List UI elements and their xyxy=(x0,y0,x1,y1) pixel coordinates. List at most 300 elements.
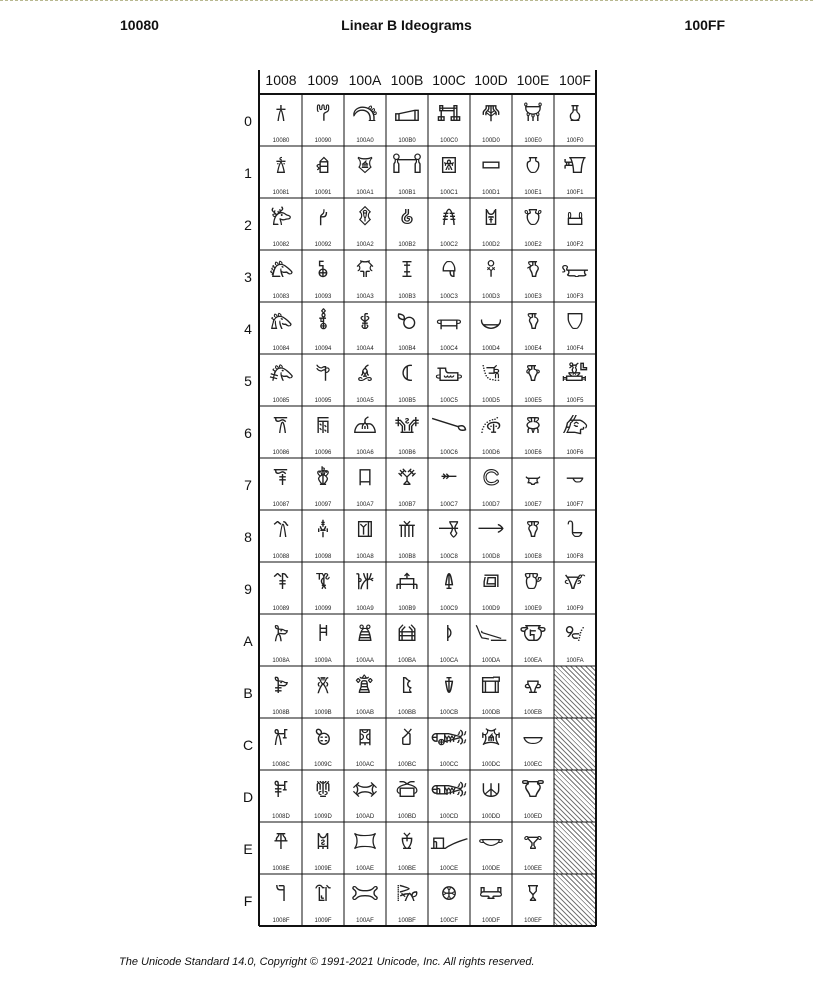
linear-b-ideogram-glyph: 𐂪 xyxy=(356,622,374,646)
linear-b-ideogram-glyph: 𐃯 xyxy=(527,882,539,906)
linear-b-ideogram-glyph: 𐂩 xyxy=(355,570,375,594)
code-point-label: 100A7 xyxy=(356,502,374,508)
code-point-label: 100CD xyxy=(439,814,459,820)
row-header-2: 2 xyxy=(244,217,252,233)
code-point-label: 100AF xyxy=(356,918,374,924)
code-cell-100c7 xyxy=(428,458,470,510)
linear-b-ideogram-glyph: 𐃐 xyxy=(481,102,501,126)
code-cell-100d4 xyxy=(470,302,512,354)
linear-b-ideogram-glyph: 𐂞 xyxy=(315,830,331,854)
row-header-a: A xyxy=(243,633,253,649)
code-cell-100d0 xyxy=(470,94,512,146)
code-cell-100fa xyxy=(554,614,596,666)
code-cell-100b9 xyxy=(386,562,428,614)
code-cell-10088 xyxy=(260,510,302,562)
code-cell-100bc xyxy=(386,718,428,770)
code-point-label: 100E0 xyxy=(524,138,542,144)
code-point-label: 10086 xyxy=(272,450,290,456)
code-cell-10091 xyxy=(302,146,344,198)
code-cell-100ad xyxy=(344,770,386,822)
column-header-100f: 100F xyxy=(559,72,591,88)
code-cell-100c4 xyxy=(428,302,470,354)
code-point-label: 100F2 xyxy=(566,242,584,248)
linear-b-ideogram-glyph: 𐂗 xyxy=(316,466,330,490)
code-point-label: 100BC xyxy=(397,762,417,768)
row-header-3: 3 xyxy=(244,269,252,285)
linear-b-ideogram-glyph: 𐂠 xyxy=(352,102,378,126)
linear-b-ideogram-glyph: 𐃙 xyxy=(481,570,501,594)
linear-b-ideogram-glyph: 𐂌 xyxy=(273,726,289,750)
linear-b-ideogram-glyph: 𐂶 xyxy=(393,414,421,438)
code-point-label: 1008E xyxy=(272,866,290,872)
code-point-label: 100D1 xyxy=(482,190,500,196)
code-cell-1008c xyxy=(260,718,302,770)
code-cell-100ab xyxy=(344,666,386,718)
code-cell-100b5 xyxy=(386,354,428,406)
code-cell-100dd xyxy=(470,770,512,822)
linear-b-ideogram-glyph: 𐃌 xyxy=(429,726,469,750)
linear-b-ideogram-glyph: 𐂕 xyxy=(315,362,331,386)
linear-b-ideogram-glyph: 𐃸 xyxy=(566,518,584,542)
row-header-6: 6 xyxy=(244,425,252,441)
code-point-label: 100DE xyxy=(481,866,501,872)
code-point-label: 100AA xyxy=(355,658,374,664)
linear-b-ideogram-glyph: 𐂴 xyxy=(396,310,418,334)
code-point-label: 10096 xyxy=(314,450,332,456)
linear-b-ideogram-glyph: 𐂣 xyxy=(355,258,375,282)
code-cell-1008b xyxy=(260,666,302,718)
code-point-label: 100ED xyxy=(523,814,543,820)
code-point-label: 100E5 xyxy=(524,398,542,404)
code-cell-10090 xyxy=(302,94,344,146)
linear-b-ideogram-glyph: 𐂟 xyxy=(314,882,332,906)
code-point-label: 1009D xyxy=(314,814,332,820)
code-cell-100a8 xyxy=(344,510,386,562)
linear-b-ideogram-glyph: 𐂄 xyxy=(269,310,293,334)
code-point-label: 100E1 xyxy=(524,190,542,196)
code-point-label: 10085 xyxy=(272,398,290,404)
linear-b-ideogram-glyph: 𐃪 xyxy=(519,622,547,646)
linear-b-ideogram-glyph: 𐃺 xyxy=(564,622,586,646)
code-point-label: 100B3 xyxy=(398,294,416,300)
linear-b-ideogram-glyph: 𐂁 xyxy=(274,154,288,178)
linear-b-ideogram-glyph: 𐂀 xyxy=(274,102,288,126)
linear-b-ideogram-glyph: 𐂜 xyxy=(314,726,332,750)
row-header-b: B xyxy=(243,685,253,701)
code-point-label: 10084 xyxy=(272,346,290,352)
linear-b-ideogram-glyph: 𐃹 xyxy=(563,570,587,594)
row-header-e: E xyxy=(243,841,253,857)
code-cell-10087 xyxy=(260,458,302,510)
code-cell-100c0 xyxy=(428,94,470,146)
code-cell-100f4 xyxy=(554,302,596,354)
code-point-label: 10092 xyxy=(314,242,332,248)
code-point-label: 1008F xyxy=(272,918,290,924)
code-cell-10094 xyxy=(302,302,344,354)
code-cell-100aa xyxy=(344,614,386,666)
code-cell-100a7 xyxy=(344,458,386,510)
code-cell-100c5 xyxy=(428,354,470,406)
code-point-label: 1009C xyxy=(314,762,332,768)
code-point-label: 100CF xyxy=(439,918,458,924)
linear-b-ideogram-glyph: 𐂵 xyxy=(400,362,414,386)
linear-b-ideogram-glyph: 𐃉 xyxy=(443,570,455,594)
code-cell-10083 xyxy=(260,250,302,302)
linear-b-ideogram-glyph: 𐃕 xyxy=(480,362,502,386)
linear-b-ideogram-glyph: 𐂧 xyxy=(357,466,373,490)
linear-b-ideogram-glyph: 𐂿 xyxy=(395,882,419,906)
code-cell-100c2 xyxy=(428,198,470,250)
code-point-label: 100AB xyxy=(355,710,374,716)
linear-b-ideogram-glyph: 𐂔 xyxy=(317,310,329,334)
linear-b-ideogram-glyph: 𐃁 xyxy=(439,154,459,178)
code-point-label: 1009E xyxy=(314,866,332,872)
range-end-label: 100FF xyxy=(684,17,725,33)
linear-b-ideogram-glyph: 𐂢 xyxy=(357,206,373,230)
code-cell-10084 xyxy=(260,302,302,354)
code-point-label: 100D8 xyxy=(482,554,500,560)
code-point-label: 100C8 xyxy=(440,554,458,560)
code-point-label: 100F6 xyxy=(566,450,584,456)
code-cell-100f7 xyxy=(554,458,596,510)
code-cell-10092 xyxy=(302,198,344,250)
code-point-label: 100EF xyxy=(524,918,542,924)
row-header-d: D xyxy=(242,789,254,805)
code-cell-100a5 xyxy=(344,354,386,406)
code-cell-100de xyxy=(470,822,512,874)
linear-b-ideogram-glyph: 𐃥 xyxy=(525,362,541,386)
linear-b-ideogram-glyph: 𐃀 xyxy=(436,102,462,126)
linear-b-ideogram-glyph: 𐃢 xyxy=(523,206,543,230)
range-start-label: 10080 xyxy=(120,17,159,33)
code-cell-100b3 xyxy=(386,250,428,302)
code-cell-1009c xyxy=(302,718,344,770)
code-cell-100ce xyxy=(428,822,470,874)
linear-b-ideogram-glyph: 𐂲 xyxy=(399,206,415,230)
code-point-label: 100B7 xyxy=(398,502,416,508)
linear-b-ideogram-glyph: 𐃳 xyxy=(561,258,589,282)
linear-b-ideogram-glyph: 𐂂 xyxy=(270,206,292,230)
linear-b-ideogram-glyph: 𐂝 xyxy=(314,778,332,802)
code-point-label: 100A6 xyxy=(356,450,374,456)
code-cell-100af xyxy=(344,874,386,926)
code-cell-100ea xyxy=(512,614,554,666)
code-point-label: 100C1 xyxy=(440,190,458,196)
code-point-label: 100CB xyxy=(439,710,459,716)
code-cell-10086 xyxy=(260,406,302,458)
code-point-label: 100EC xyxy=(523,762,543,768)
code-point-label: 100B9 xyxy=(398,606,416,612)
linear-b-ideogram-glyph: 𐂏 xyxy=(275,882,287,906)
linear-b-ideogram-glyph: 𐃂 xyxy=(441,206,457,230)
code-point-label: 10088 xyxy=(272,554,290,560)
code-point-label: 100D4 xyxy=(482,346,500,352)
code-cell-100f9 xyxy=(554,562,596,614)
code-cell-100cf xyxy=(428,874,470,926)
code-point-label: 100AE xyxy=(355,866,374,872)
reserved-cell xyxy=(554,822,596,874)
code-cell-10096 xyxy=(302,406,344,458)
code-cell-100b6 xyxy=(386,406,428,458)
linear-b-ideogram-glyph: 𐂖 xyxy=(315,414,331,438)
linear-b-ideogram-glyph: 𐃎 xyxy=(429,830,469,854)
code-point-label: 100BE xyxy=(397,866,416,872)
linear-b-ideogram-glyph: 𐃫 xyxy=(523,674,543,698)
code-point-label: 100F0 xyxy=(566,138,584,144)
code-point-label: 100FA xyxy=(566,658,584,664)
code-cell-10085 xyxy=(260,354,302,406)
linear-b-ideogram-glyph: 𐂋 xyxy=(273,674,289,698)
linear-b-ideogram-glyph: 𐂡 xyxy=(356,154,374,178)
linear-b-ideogram-glyph: 𐃞 xyxy=(478,830,504,854)
linear-b-ideogram-glyph: 𐃠 xyxy=(523,102,543,126)
code-cell-100c9 xyxy=(428,562,470,614)
column-header-100b: 100B xyxy=(390,72,424,88)
linear-b-ideogram-glyph: 𐃣 xyxy=(526,258,540,282)
code-cell-100e7 xyxy=(512,458,554,510)
linear-b-ideogram-glyph: 𐂉 xyxy=(272,570,290,594)
linear-b-ideogram-glyph: 𐃊 xyxy=(444,622,454,646)
code-cell-100e9 xyxy=(512,562,554,614)
linear-b-ideogram-glyph: 𐂷 xyxy=(397,466,417,490)
code-cell-100f2 xyxy=(554,198,596,250)
linear-b-ideogram-glyph: 𐃘 xyxy=(477,518,505,542)
linear-b-ideogram-glyph: 𐃔 xyxy=(479,310,503,334)
code-cell-100b1 xyxy=(386,146,428,198)
code-point-label: 10094 xyxy=(314,346,332,352)
linear-b-ideogram-glyph: 𐃡 xyxy=(525,154,541,178)
linear-b-ideogram-glyph: 𐂐 xyxy=(315,102,331,126)
code-point-label: 10098 xyxy=(314,554,332,560)
code-point-label: 100C5 xyxy=(440,398,458,404)
row-header-c: C xyxy=(242,737,254,753)
code-cell-100d1 xyxy=(470,146,512,198)
code-cell-100a0 xyxy=(344,94,386,146)
code-cell-100a6 xyxy=(344,406,386,458)
code-cell-100c3 xyxy=(428,250,470,302)
linear-b-ideogram-glyph: 𐃋 xyxy=(443,674,455,698)
code-point-label: 100CE xyxy=(439,866,459,872)
code-point-label: 100E9 xyxy=(524,606,542,612)
linear-b-ideogram-glyph: 𐂸 xyxy=(397,518,417,542)
code-point-label: 1008B xyxy=(272,710,290,716)
code-point-label: 100DA xyxy=(481,658,501,664)
code-cell-100d8 xyxy=(470,510,512,562)
code-point-label: 100E7 xyxy=(524,502,542,508)
code-cell-10081 xyxy=(260,146,302,198)
linear-b-ideogram-glyph: 𐂇 xyxy=(273,466,289,490)
code-chart xyxy=(258,70,598,936)
linear-b-ideogram-glyph: 𐃩 xyxy=(523,570,543,594)
code-point-label: 100DF xyxy=(481,918,500,924)
linear-b-ideogram-glyph: 𐂺 xyxy=(396,622,418,646)
code-point-label: 100A8 xyxy=(356,554,374,560)
code-cell-100c1 xyxy=(428,146,470,198)
linear-b-ideogram-glyph: 𐂳 xyxy=(400,258,414,282)
code-point-label: 100B2 xyxy=(398,242,416,248)
code-point-label: 10097 xyxy=(314,502,332,508)
code-point-label: 100DC xyxy=(481,762,501,768)
code-point-label: 100BB xyxy=(397,710,416,716)
reserved-cell xyxy=(554,666,596,718)
code-cell-100be xyxy=(386,822,428,874)
linear-b-ideogram-glyph: 𐂬 xyxy=(357,726,373,750)
code-point-label: 10087 xyxy=(272,502,290,508)
code-cell-100dc xyxy=(470,718,512,770)
code-point-label: 100E3 xyxy=(524,294,542,300)
column-header-100a: 100A xyxy=(348,72,382,88)
code-point-label: 1008A xyxy=(272,658,290,664)
code-cell-1009a xyxy=(302,614,344,666)
code-cell-100bb xyxy=(386,666,428,718)
code-point-label: 10099 xyxy=(314,606,332,612)
linear-b-ideogram-glyph: 𐃃 xyxy=(440,258,458,282)
linear-b-ideogram-glyph: 𐂤 xyxy=(359,310,371,334)
code-cell-100b8 xyxy=(386,510,428,562)
linear-b-ideogram-glyph: 𐃚 xyxy=(474,622,508,646)
code-cell-100f6 xyxy=(554,406,596,458)
linear-b-ideogram-glyph: 𐃟 xyxy=(479,882,503,906)
code-cell-1008e xyxy=(260,822,302,874)
code-point-label: 100F4 xyxy=(566,346,584,352)
code-cell-1009f xyxy=(302,874,344,926)
code-point-label: 100D0 xyxy=(482,138,500,144)
code-point-label: 100BA xyxy=(397,658,416,664)
code-cell-10099 xyxy=(302,562,344,614)
code-point-label: 10082 xyxy=(272,242,290,248)
code-point-label: 10080 xyxy=(272,138,290,144)
code-point-label: 100C9 xyxy=(440,606,458,612)
column-header-100e: 100E xyxy=(516,72,550,88)
code-point-label: 10090 xyxy=(314,138,332,144)
code-cell-100ae xyxy=(344,822,386,874)
copyright-notice: The Unicode Standard 14.0, Copyright © 1991-2021 Unicode, Inc. All rights reserved. xyxy=(119,956,535,968)
code-point-label: 100C0 xyxy=(440,138,458,144)
code-cell-100e6 xyxy=(512,406,554,458)
code-point-label: 100AD xyxy=(355,814,375,820)
code-point-label: 100DD xyxy=(481,814,501,820)
linear-b-ideogram-glyph: 𐂘 xyxy=(317,518,329,542)
code-cell-100a4 xyxy=(344,302,386,354)
code-point-label: 100CA xyxy=(439,658,459,664)
code-cell-100b2 xyxy=(386,198,428,250)
linear-b-ideogram-glyph: 𐂻 xyxy=(400,674,414,698)
linear-b-ideogram-glyph: 𐃧 xyxy=(524,466,542,490)
code-point-label: 100F9 xyxy=(566,606,584,612)
code-point-label: 100E2 xyxy=(524,242,542,248)
reserved-cell xyxy=(554,718,596,770)
code-point-label: 100EB xyxy=(523,710,542,716)
code-cell-10089 xyxy=(260,562,302,614)
code-point-label: 100D3 xyxy=(482,294,500,300)
linear-b-ideogram-glyph: 𐂰 xyxy=(392,102,422,126)
code-point-label: 100A1 xyxy=(356,190,374,196)
code-point-label: 100B4 xyxy=(398,346,416,352)
row-header-f: F xyxy=(243,893,253,909)
code-cell-100ca xyxy=(428,614,470,666)
linear-b-ideogram-glyph: 𐃲 xyxy=(565,206,585,230)
code-point-label: 100D5 xyxy=(482,398,500,404)
code-cell-1008d xyxy=(260,770,302,822)
linear-b-ideogram-glyph: 𐂽 xyxy=(394,778,420,802)
linear-b-ideogram-glyph: 𐂭 xyxy=(352,778,378,802)
linear-b-ideogram-glyph: 𐂹 xyxy=(394,570,420,594)
code-cell-100da xyxy=(470,614,512,666)
code-point-label: 100C2 xyxy=(440,242,458,248)
code-cell-10082 xyxy=(260,198,302,250)
code-point-label: 100F3 xyxy=(566,294,584,300)
code-point-label: 100AC xyxy=(355,762,375,768)
linear-b-ideogram-glyph: 𐂙 xyxy=(315,570,331,594)
code-point-label: 1008D xyxy=(272,814,290,820)
column-header-1009: 1009 xyxy=(307,72,339,88)
code-point-label: 100CC xyxy=(439,762,459,768)
code-cell-100ba xyxy=(386,614,428,666)
code-point-label: 100C7 xyxy=(440,502,458,508)
linear-b-ideogram-glyph: 𐃴 xyxy=(565,310,585,334)
code-cell-100e0 xyxy=(512,94,554,146)
code-cell-10093 xyxy=(302,250,344,302)
code-cell-100cc xyxy=(428,718,470,770)
code-cell-100f1 xyxy=(554,146,596,198)
code-cell-100eb xyxy=(512,666,554,718)
row-header-8: 8 xyxy=(244,529,252,545)
linear-b-ideogram-glyph: 𐃤 xyxy=(526,310,540,334)
code-point-label: 10095 xyxy=(314,398,332,404)
code-cell-1008f xyxy=(260,874,302,926)
linear-b-ideogram-glyph: 𐃗 xyxy=(481,466,501,490)
code-point-label: 100F5 xyxy=(566,398,584,404)
row-header-1: 1 xyxy=(244,165,252,181)
code-cell-100ed xyxy=(512,770,554,822)
code-cell-100a3 xyxy=(344,250,386,302)
linear-b-ideogram-glyph: 𐂱 xyxy=(390,154,424,178)
code-cell-100e5 xyxy=(512,354,554,406)
linear-b-ideogram-glyph: 𐃱 xyxy=(563,154,587,178)
code-point-label: 100B5 xyxy=(398,398,416,404)
code-point-label: 100A4 xyxy=(356,346,374,352)
code-cell-100ee xyxy=(512,822,554,874)
code-point-label: 100C6 xyxy=(440,450,458,456)
code-point-label: 100D7 xyxy=(482,502,500,508)
code-cell-10095 xyxy=(302,354,344,406)
code-cell-100d7 xyxy=(470,458,512,510)
column-header-100d: 100D xyxy=(474,72,508,88)
linear-b-ideogram-glyph: 𐃶 xyxy=(561,414,589,438)
linear-b-ideogram-glyph: 𐂅 xyxy=(268,362,294,386)
linear-b-ideogram-glyph: 𐂫 xyxy=(355,674,375,698)
code-cell-100e3 xyxy=(512,250,554,302)
code-point-label: 1009F xyxy=(314,918,332,924)
linear-b-ideogram-glyph: 𐃒 xyxy=(483,206,499,230)
code-cell-1008a xyxy=(260,614,302,666)
code-cell-100b7 xyxy=(386,458,428,510)
code-point-label: 100EE xyxy=(523,866,542,872)
code-cell-100b0 xyxy=(386,94,428,146)
linear-b-ideogram-glyph: 𐂍 xyxy=(273,778,289,802)
code-cell-100ec xyxy=(512,718,554,770)
linear-b-ideogram-glyph: 𐃏 xyxy=(440,882,458,906)
code-cell-100cb xyxy=(428,666,470,718)
page-title: Linear B Ideograms xyxy=(341,17,472,33)
linear-b-ideogram-glyph: 𐃆 xyxy=(430,414,468,438)
code-point-label: 100C3 xyxy=(440,294,458,300)
linear-b-ideogram-glyph: 𐃬 xyxy=(522,726,544,750)
code-cell-100df xyxy=(470,874,512,926)
code-cell-100a1 xyxy=(344,146,386,198)
linear-b-ideogram-glyph: 𐂊 xyxy=(273,622,289,646)
code-cell-10097 xyxy=(302,458,344,510)
